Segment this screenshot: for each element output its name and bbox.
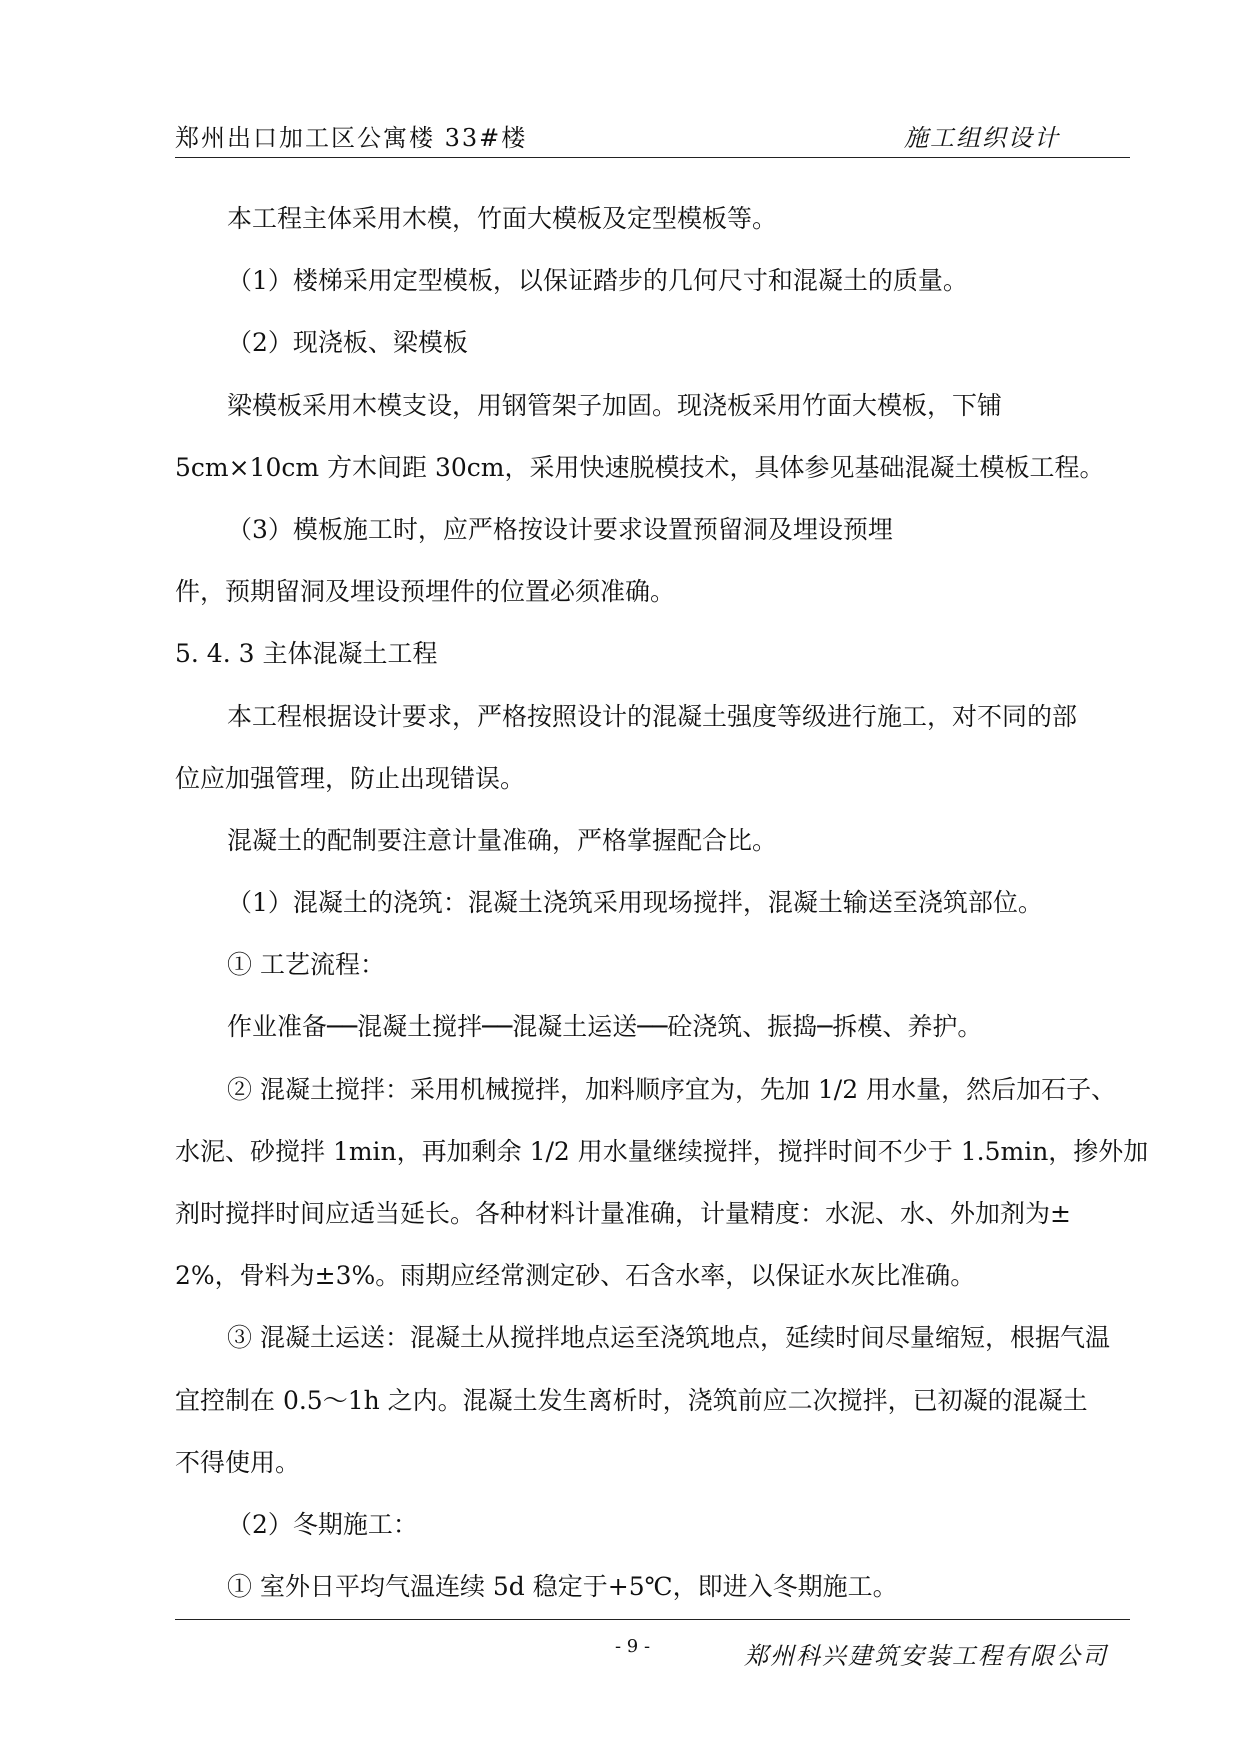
paragraph-line: 2%，骨料为±3%。雨期应经常测定砂、石含水率，以保证水灰比准确。 [175, 1261, 976, 1291]
paragraph-line: 本工程主体采用木模，竹面大模板及定型模板等。 [227, 204, 778, 233]
footer-rule [175, 1619, 1130, 1620]
paragraph-line: （3）模板施工时，应严格按设计要求设置预留洞及埋设预埋 [227, 514, 893, 544]
paragraph-line: 5cm×10cm 方木间距 30cm，采用快速脱模技术，具体参见基础混凝土模板工程。 [175, 452, 1105, 482]
paragraph-line: （2）现浇板、梁模板 [227, 328, 468, 358]
header-project-title: 郑州出口加工区公寓楼 33#楼 [175, 124, 528, 152]
section-heading: 5. 4. 3 主体混凝土工程 [175, 639, 438, 669]
paragraph-line: 剂时搅拌时间应适当延长。各种材料计量准确，计量精度：水泥、水、外加剂为± [175, 1199, 1071, 1228]
document-body [175, 188, 1149, 1618]
paragraph-line: （1）混凝土的浇筑：混凝土浇筑采用现场搅拌，混凝土输送至浇筑部位。 [227, 888, 1043, 918]
paragraph-line: 本工程根据设计要求，严格按照设计的混凝土强度等级进行施工，对不同的部 [227, 701, 1078, 731]
paragraph-line: ② 混凝土搅拌：采用机械搅拌，加料顺序宜为，先加 1/2 用水量，然后加石子、 [227, 1074, 1117, 1104]
paragraph-line: （1）楼梯采用定型模板，以保证踏步的几何尺寸和混凝土的质量。 [227, 266, 968, 296]
page-number: - 9 - [615, 1636, 651, 1657]
page-footer [175, 1636, 1130, 1676]
paragraph-line: ① 工艺流程： [227, 950, 385, 980]
paragraph-line: 位应加强管理，防止出现错误。 [175, 763, 526, 793]
paragraph-line: 水泥、砂搅拌 1min，再加剩余 1/2 用水量继续搅拌，搅拌时间不少于 1.5min，掺外加 [175, 1136, 1149, 1166]
paragraph-line: ③ 混凝土运送：混凝土从搅拌地点运至浇筑地点，延续时间尽量缩短，根据气温 [227, 1323, 1110, 1353]
footer-company-name: 郑州科兴建筑安装工程有限公司 [744, 1642, 1108, 1670]
paragraph-line: 混凝土的配制要注意计量准确，严格掌握配合比。 [227, 825, 778, 855]
page-header [175, 118, 1130, 156]
paragraph-line: 梁模板采用木模支设，用钢管架子加固。现浇板采用竹面大模板，下铺 [227, 390, 1003, 420]
paragraph-line: ① 室外日平均气温连续 5d 稳定于+5℃，即进入冬期施工。 [227, 1572, 898, 1602]
header-document-type: 施工组织设计 [904, 124, 1060, 152]
paragraph-line: 宜控制在 0.5～1h 之内。混凝土发生离析时，浇筑前应二次搅拌，已初凝的混凝土 [175, 1385, 1088, 1415]
paragraph-line: 作业准备──混凝土搅拌──混凝土运送──砼浇筑、振捣─拆模、养护。 [227, 1012, 983, 1042]
paragraph-line: （2）冬期施工： [227, 1509, 418, 1539]
header-rule [175, 157, 1130, 158]
paragraph-line: 件，预期留洞及埋设预埋件的位置必须准确。 [175, 577, 676, 607]
paragraph-line: 不得使用。 [175, 1447, 301, 1477]
